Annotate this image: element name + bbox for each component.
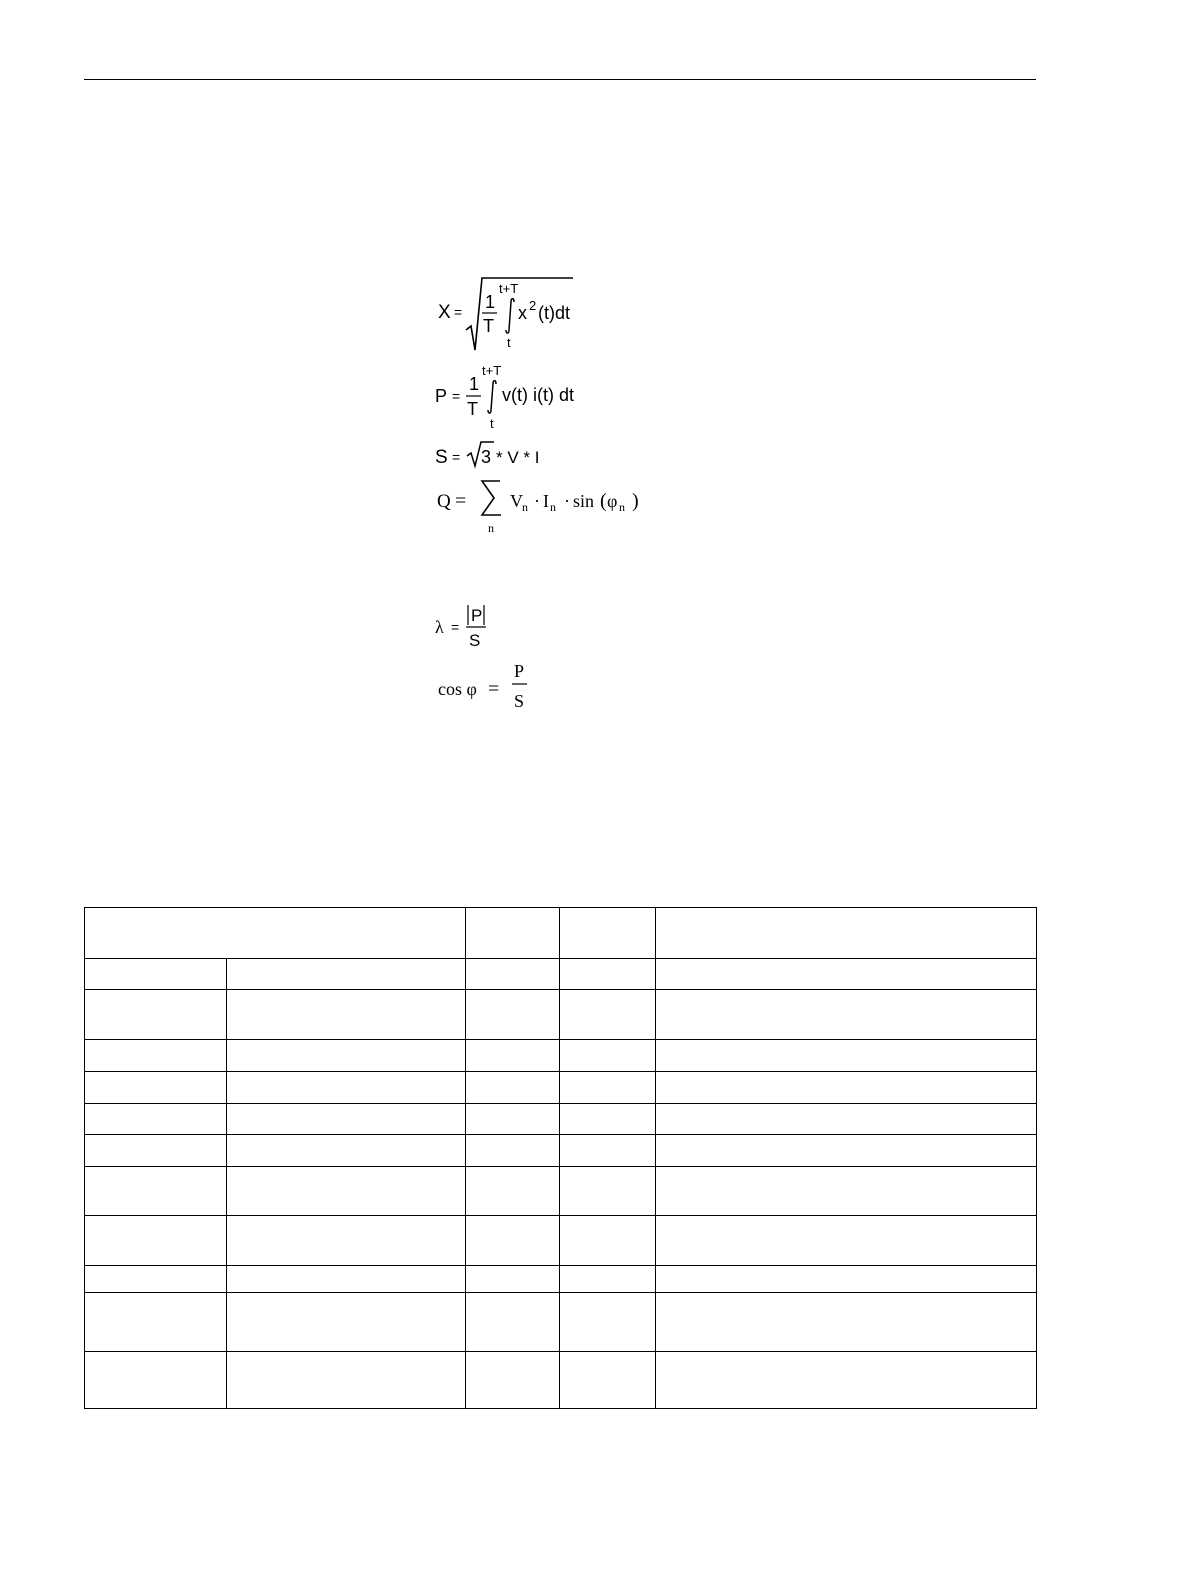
- data-table: [84, 907, 1037, 1409]
- table-row: [85, 1104, 1037, 1135]
- table-cell: [466, 1072, 560, 1104]
- q-close-paren: ): [632, 490, 639, 512]
- rms-integrand-tail: (t)dt: [538, 303, 571, 323]
- q-dot-2: ·: [564, 491, 570, 511]
- rms-equals: =: [454, 304, 463, 320]
- table-cell: [560, 1216, 656, 1266]
- table-cell: [656, 1216, 1037, 1266]
- q-v-sub: n: [522, 500, 528, 514]
- cos-equals: =: [488, 678, 500, 700]
- table-cell: [560, 1167, 656, 1216]
- integral-sign: [506, 299, 514, 333]
- table-cell: [466, 1040, 560, 1072]
- table-cell: [85, 1135, 227, 1167]
- table-cell: [85, 1040, 227, 1072]
- q-phi-sub: n: [619, 500, 625, 514]
- table-cell: [466, 1352, 560, 1409]
- q-i-sub: n: [550, 500, 556, 514]
- table-header-cell: [466, 908, 560, 959]
- p-equals: =: [452, 388, 461, 404]
- table-cell: [227, 1216, 466, 1266]
- q-sum-index: n: [488, 521, 494, 535]
- lambda-equals: =: [451, 619, 460, 635]
- table-cell: [560, 1040, 656, 1072]
- table-cell: [227, 1266, 466, 1293]
- table-cell: [227, 1352, 466, 1409]
- header-rule: [84, 79, 1036, 80]
- cos-den: S: [514, 691, 525, 711]
- table-cell: [656, 1104, 1037, 1135]
- table-cell: [227, 1293, 466, 1352]
- table-row: [85, 1352, 1037, 1409]
- table-cell: [560, 1072, 656, 1104]
- reactive-power-formula: [430, 476, 650, 545]
- table-cell: [466, 1293, 560, 1352]
- table-cell: [85, 1072, 227, 1104]
- rms-lower-limit: t: [507, 335, 511, 350]
- table-cell: [85, 959, 227, 990]
- table-cell: [466, 1135, 560, 1167]
- table-cell: [656, 1072, 1037, 1104]
- q-dot-1: ·: [534, 491, 540, 511]
- cos-lhs: cos φ: [438, 679, 477, 699]
- table-cell: [560, 959, 656, 990]
- table-cell: [466, 1216, 560, 1266]
- table-header-cell: [656, 908, 1037, 959]
- table-row: [85, 959, 1037, 990]
- p-frac-den: T: [467, 399, 478, 419]
- table-cell: [466, 1104, 560, 1135]
- table-cell: [656, 1167, 1037, 1216]
- table-cell: [656, 959, 1037, 990]
- table-cell: [560, 1135, 656, 1167]
- table-cell: [560, 1293, 656, 1352]
- table-header-cell: [560, 908, 656, 959]
- active-power-formula: [430, 358, 590, 439]
- q-i-base: I: [543, 491, 549, 511]
- table-cell: [560, 1104, 656, 1135]
- q-open-paren: (: [600, 490, 607, 512]
- p-upper-limit: t+T: [482, 363, 502, 378]
- table-cell: [560, 1266, 656, 1293]
- table-cell: [85, 990, 227, 1040]
- cos-num: P: [514, 661, 525, 681]
- integral-sign: [488, 381, 496, 413]
- rms-integrand-exp: 2: [529, 298, 537, 313]
- table-cell: [656, 1040, 1037, 1072]
- table-cell: [227, 990, 466, 1040]
- table-cell: [560, 990, 656, 1040]
- table-row: [85, 1216, 1037, 1266]
- s-lhs: S: [435, 447, 448, 468]
- table-cell: [560, 1352, 656, 1409]
- table-cell: [656, 1266, 1037, 1293]
- s-radicand: 3: [481, 447, 492, 467]
- table-row: [85, 990, 1037, 1040]
- table-cell: [227, 1040, 466, 1072]
- rms-upper-limit: t+T: [499, 281, 519, 296]
- s-tail: * V * I: [496, 448, 540, 467]
- rms-integrand-base: x: [518, 303, 527, 323]
- table-cell: [227, 1104, 466, 1135]
- table-row: [85, 1266, 1037, 1293]
- p-integrand: v(t) i(t) dt: [502, 385, 574, 405]
- table-cell: [227, 1167, 466, 1216]
- p-frac-num: 1: [469, 374, 480, 394]
- lambda-den: S: [469, 631, 481, 650]
- table-cell: [466, 1266, 560, 1293]
- table-cell: [85, 1167, 227, 1216]
- p-lhs: P: [435, 386, 448, 406]
- lambda-num: P: [471, 606, 483, 625]
- table-cell: [656, 1293, 1037, 1352]
- table-row: [85, 1135, 1037, 1167]
- q-phi: φ: [607, 491, 618, 511]
- cos-phi-formula: [430, 658, 540, 719]
- table-cell: [656, 1352, 1037, 1409]
- table-cell: [466, 1167, 560, 1216]
- rms-frac-num: 1: [485, 292, 496, 312]
- q-v-base: V: [510, 491, 523, 511]
- s-equals: =: [452, 449, 461, 465]
- q-lhs: Q: [437, 491, 451, 512]
- power-factor-formula: [430, 600, 510, 659]
- sum-sign: [482, 481, 501, 515]
- rms-lhs: X: [438, 302, 451, 323]
- table-cell: [85, 1104, 227, 1135]
- table-cell: [227, 959, 466, 990]
- table-cell: [85, 1352, 227, 1409]
- table-cell: [656, 1135, 1037, 1167]
- q-equals: =: [455, 490, 467, 512]
- table-cell: [85, 1216, 227, 1266]
- rms-frac-den: T: [483, 316, 494, 336]
- table-row: [85, 1040, 1037, 1072]
- table-cell: [85, 1266, 227, 1293]
- table-cell: [466, 990, 560, 1040]
- table-cell: [466, 959, 560, 990]
- rms-formula: [430, 272, 590, 361]
- table-row: [85, 1072, 1037, 1104]
- lambda-lhs: λ: [435, 617, 444, 637]
- table-header-row: [85, 908, 1037, 959]
- table-row: [85, 1167, 1037, 1216]
- table-cell: [227, 1135, 466, 1167]
- q-func: sin: [573, 491, 595, 511]
- apparent-power-formula: [430, 438, 570, 477]
- p-lower-limit: t: [490, 416, 494, 431]
- table-cell: [227, 1072, 466, 1104]
- table-cell: [656, 990, 1037, 1040]
- table-row: [85, 1293, 1037, 1352]
- table-cell: [85, 1293, 227, 1352]
- table-header-cell: [85, 908, 466, 959]
